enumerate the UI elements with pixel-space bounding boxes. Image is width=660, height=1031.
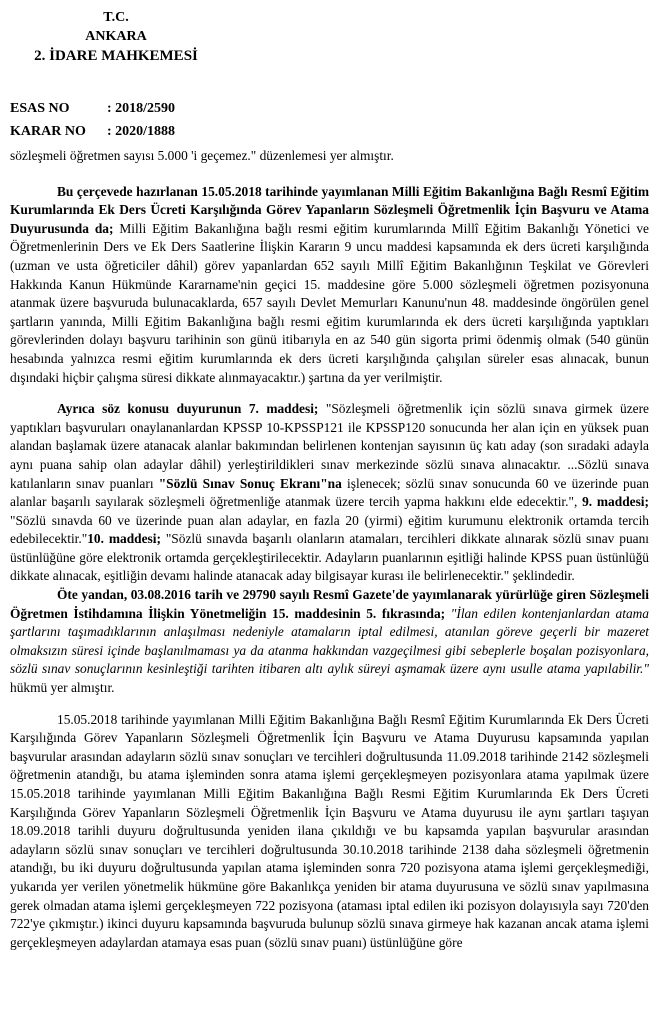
paragraph [10,147,649,166]
karar-no-label: KARAR NO [10,124,86,139]
paragraph [10,400,649,586]
text-run: Milli Eğitim Bakanlığına bağlı resmi eğitim kurumlarında Millî Eğitim Bakanlığı Yönetici ve Öğretmenlerinin Ders ve Ek Ders Saatlerine İlişkin Kararın 9 uncu maddesi kapsamında ek ders ücreti karşılığında (uzman ve usta öğreticiler dâhil) görev yapanlardan 652 sayılı Millî Eğitim Bakanlığının Teşkilat ve Görevleri Hakkında Kanun Hükmünde Kararname'nin geçici 15. maddesine göre 5.000 sözleşmeli öğretmen pozisyonuna atanmak üzere başvuruda bulunacaklarda, 657 sayılı Devlet Memurları Kanunu'nun 48. maddesinde öngörülen genel şartların yanında, Milli Eğitim Bakanlığına bağlı resmi eğitim kurumlarında ek ders ücreti karşılığında yaptıkları görevlerinden dolayı başvuru tarihinin son günü itibarıyla en az 540 gün sigorta primi ödenmiş olmak (540 günün hesabında yalnızca resmi eğitim kurumlarında ek ders ücreti karşılığında çalışılan süreler esas alınacak, bunun dışındaki hiçbir çalışma süresi dikkate alınmayacaktır.) şartına da yer verilmiştir. [10,220,650,385]
city-label: ANKARA [85,29,147,44]
text-run-italic: "İlan edilen kontenjanlardan atama şartlarını taşımadıklarının anlaşılması nedeniyle atamaların iptal edilmesi, atanılan göreve geçerli bir mazeret olmaksızın süresi içinde başlanılmaması ya da atanma hakkından vazgeçilmesi gibi sebeplerle boşalan pozisyonlara, sözlü sınav sonuçlarının kesinleştiği tarihten itibaren altı aylık süreyi aşmamak üzere aynı usulle atama yapılabilir." [10,605,650,677]
tc-label: T.C. [103,10,129,25]
paragraph [10,711,649,953]
case-info [10,97,649,143]
text-run-bold: 9. maddesi; [582,494,649,510]
paragraph [10,586,649,698]
esas-no-label: ESAS NO [10,101,70,116]
court-label: 2. İDARE MAHKEMESİ [34,48,198,64]
karar-no-value: : 2020/1888 [107,124,176,139]
text-run: hükmü yer almıştır. [10,680,115,696]
text-run: 15.05.2018 tarihinde yayımlanan Milli Eğitim Bakanlığına Bağlı Resmî Eğitim Kurumlarında Ek Ders Ücreti Karşılığında Görev Yapanların Sözleşmeli Öğretmenlik İçin Başvuru ve Atama Duyurusu kapsamında yapılan başvurular arasından adayların sözlü sınav sonuçları ve tercihleri doğrultusunda 11.09.2018 tarihinde 2142 sözleşmeli öğretmenin atandığı, bu atama işleminden sonra atama işlemi gerçekleşmeyen pozisyonlara atama yapılmak üzere 15.05.2018 tarihinde yayımlanan Milli Eğitim Bakanlığına Bağlı Resmi Eğitim Kurumlarında Ek Ders Ücreti Karşılığında Görev Yapanların Sözleşmeli Öğretmenlik İçin Başvuru ve Atama duyurusu ile aynı şartları taşıyan 18.09.2018 tarihli duyuru doğrultusunda yeniden ilana çıkıldığı ve bu kapsamda yapılan başvurular arasından adayların sözlü sınav sonuçları ve tercihleri doğrultusunda 30.10.2018 tarihinde 2138 daha sözleşmeli öğretmenin atandığı, bu iki duyuru doğrultusunda yapılan atama işleminden sonra 720 pozisyona atama işlemi gerçekleşmediği, yukarıda yer verilen yönetmelik hükmüne göre Bakanlıkça yeniden bir atama duyurusuna ve sözlü sınav yapılmasına gerek olmadan atama işlemi gerçekleşmeyen 722 pozisyona (ataması iptal edilen iki pozisyon dolayısıyla sayı 720'den 722'ye çıkmıştır.) ikinci duyuru kapsamında başvuruda bulunup sözlü sınava girmeye hak kazanan ancak atama işlemi gerçekleşmeyen adaylardan atamaya esas puan (sözlü sınav puanı) üstünlüğüne göre [10,711,649,950]
court-header [10,8,222,66]
karar-no-row [10,120,649,143]
paragraph [10,183,649,388]
text-run: işlenecek; sözlü sınav sonucunda 60 ve üzerinde puan alanlar başarılı sayılarak sözleşmeli öğretmenliğe atanmak üzere tercih yapma hakkını elde edecektir.", [10,475,649,510]
text-run-bold: Öte yandan, 03.08.2016 tarih ve 29790 sayılı Resmî Gazete'de yayımlanarak yürürlüğe giren Sözleşmeli Öğretmen İstihdamına İlişkin Yönetmeliğin 15. maddesinin 5. fıkrasında; [10,587,649,621]
text-run: "Sözlü sınavda 60 ve üzerinde puan alan adaylar, en fazla 20 (yirmi) eğitim kurumunu elektronik ortamda tercih edebilecektir." [10,512,649,547]
text-run-bold: 10. maddesi; [87,531,166,547]
text-run-bold: Bu çerçevede hazırlanan 15.05.2018 tarihinde yayımlanan Milli Eğitim Bakanlığına Bağlı Resmî Eğitim Kurumlarında Ek Ders Ücreti Karşılığında Görev Yapanların Sözleşmeli Öğretmenlik İçin Başvuru ve Atama Duyurusunda da; [10,183,649,236]
esas-no-row [10,97,649,120]
text-run: "Sözleşmeli öğretmenlik için sözlü sınava girmek üzere yaptıkları başvuruları onaylananlardan KPSSP 10-KPSSP121 ile KPSSP120 sonucunda her alan için en yüksek puan alandan başlamak üzere atanacak alanlar bakımından belirlenen kontenjan sayısının üç katı aday (son sıradaki adayla aynı puana sahip olan adaylar dâhil) yerleştirildikleri sınav merkezinde sözlü sınava alınacaktır. ...Sözlü sınava katılanların sınav puanları [10,401,649,491]
document-body [10,147,649,952]
text-run: sözleşmeli öğretmen sayısı 5.000 'i geçemez." düzenlemesi yer almıştır. [10,148,394,163]
text-run-bold: Ayrıca söz konusu duyurunun 7. maddesi; [57,401,326,417]
text-run: "Sözlü sınavda başarılı olanların atamaları, tercihleri dikkate alınarak sözlü sınav puanı üstünlüğüne göre elektronik ortamda gerçekleştirilecektir. Adayların puanlarının eşitliği halinde KPSS puan üstünlüğü dikkate alınacak, eşitliğin devamı halinde atanacak aday bilgisayar kurası ile belirlenecektir." şeklindedir. [10,531,650,584]
esas-no-value: : 2018/2590 [107,101,176,116]
text-run-bold: "Sözlü Sınav Sonuç Ekranı"na [158,475,342,491]
